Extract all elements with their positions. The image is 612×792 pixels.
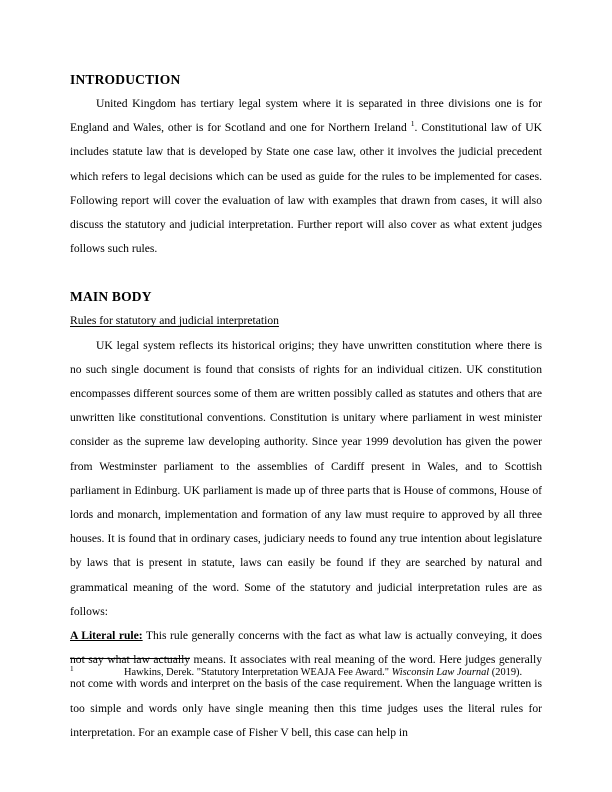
document-body — [70, 68, 542, 745]
literal-rule-label: A Literal rule: — [70, 629, 143, 643]
main-body-heading: MAIN BODY — [70, 289, 152, 305]
footnote-separator-rule — [70, 658, 190, 659]
main-body-subheading: Rules for statutory and judicial interpretation — [70, 314, 279, 328]
introduction-paragraph-part1: United Kingdom has tertiary legal system where it is separated in three divisions one is for England and Wales, other is for Scotland and one for Northern Ireland — [70, 97, 542, 135]
footnote-journal-title: Wisconsin Law Journal — [391, 667, 490, 678]
footnote-entry — [70, 662, 542, 683]
footnote-area — [70, 658, 542, 683]
footnote-year: (2019). — [489, 667, 523, 678]
literal-rule-paragraph — [70, 624, 542, 745]
literal-rule-text: This rule generally concerns with the fact as what law is actually conveying, it does not say what law actually means. It associates with real meaning of the word. Here judges generally not come with words and interpret on the basis of the case requirement. When the language written is too simple and words only have single meaning then this time judges uses the literal rules for interpretation. For an example case of Fisher V bell, this case can help in — [70, 629, 542, 739]
main-body-paragraph: UK legal system reflects its historical origins; they have unwritten constitution where there is no such single document is found that consists of rights for an individual citizen. UK constitution encompasses different sources some of them are written possibly called as statutes and others that are unwritten like constitutional conventions. Constitution is unitary where parliament in west minister consider as the supreme law developing authority. Since year 1999 devolution has given the power from Westminster parliament to the assemblies of Cardiff present in Wales, and to Scottish parliament in Edinburg. UK parliament is made up of three parts that is House of commons, House of lords and monarch, implementation and formation of any law must require to approved by all three houses. It is found that in ordinary cases, judiciary needs to found any true intention about legislature by laws that is present in statute, laws can easily be found if they are searched by natural and grammatical meaning of the word. Some of the statutory and judicial interpretation rules are as follows: — [70, 338, 542, 618]
introduction-paragraph — [70, 92, 542, 261]
introduction-paragraph-part2: . Constitutional law of UK includes statute law that is developed by State one case law, other it involves the judicial precedent which refers to legal decisions which can be used as guide for the rules to be implemented for cases. Following report will cover the evaluation of law with examples that drawn from cases, it will also discuss the statutory and judicial interpretation. Further report will also cover as what extent judges follows such rules. — [70, 121, 542, 256]
footnote-author-title: Hawkins, Derek. "Statutory Interpretation WEAJA Fee Award." — [124, 667, 392, 678]
section-spacer — [70, 261, 542, 285]
footnote-reference-marker[interactable]: 1 — [410, 119, 415, 129]
footnote-citation — [88, 662, 542, 683]
introduction-heading: INTRODUCTION — [70, 72, 181, 87]
footnote-number: 1 — [70, 665, 74, 673]
